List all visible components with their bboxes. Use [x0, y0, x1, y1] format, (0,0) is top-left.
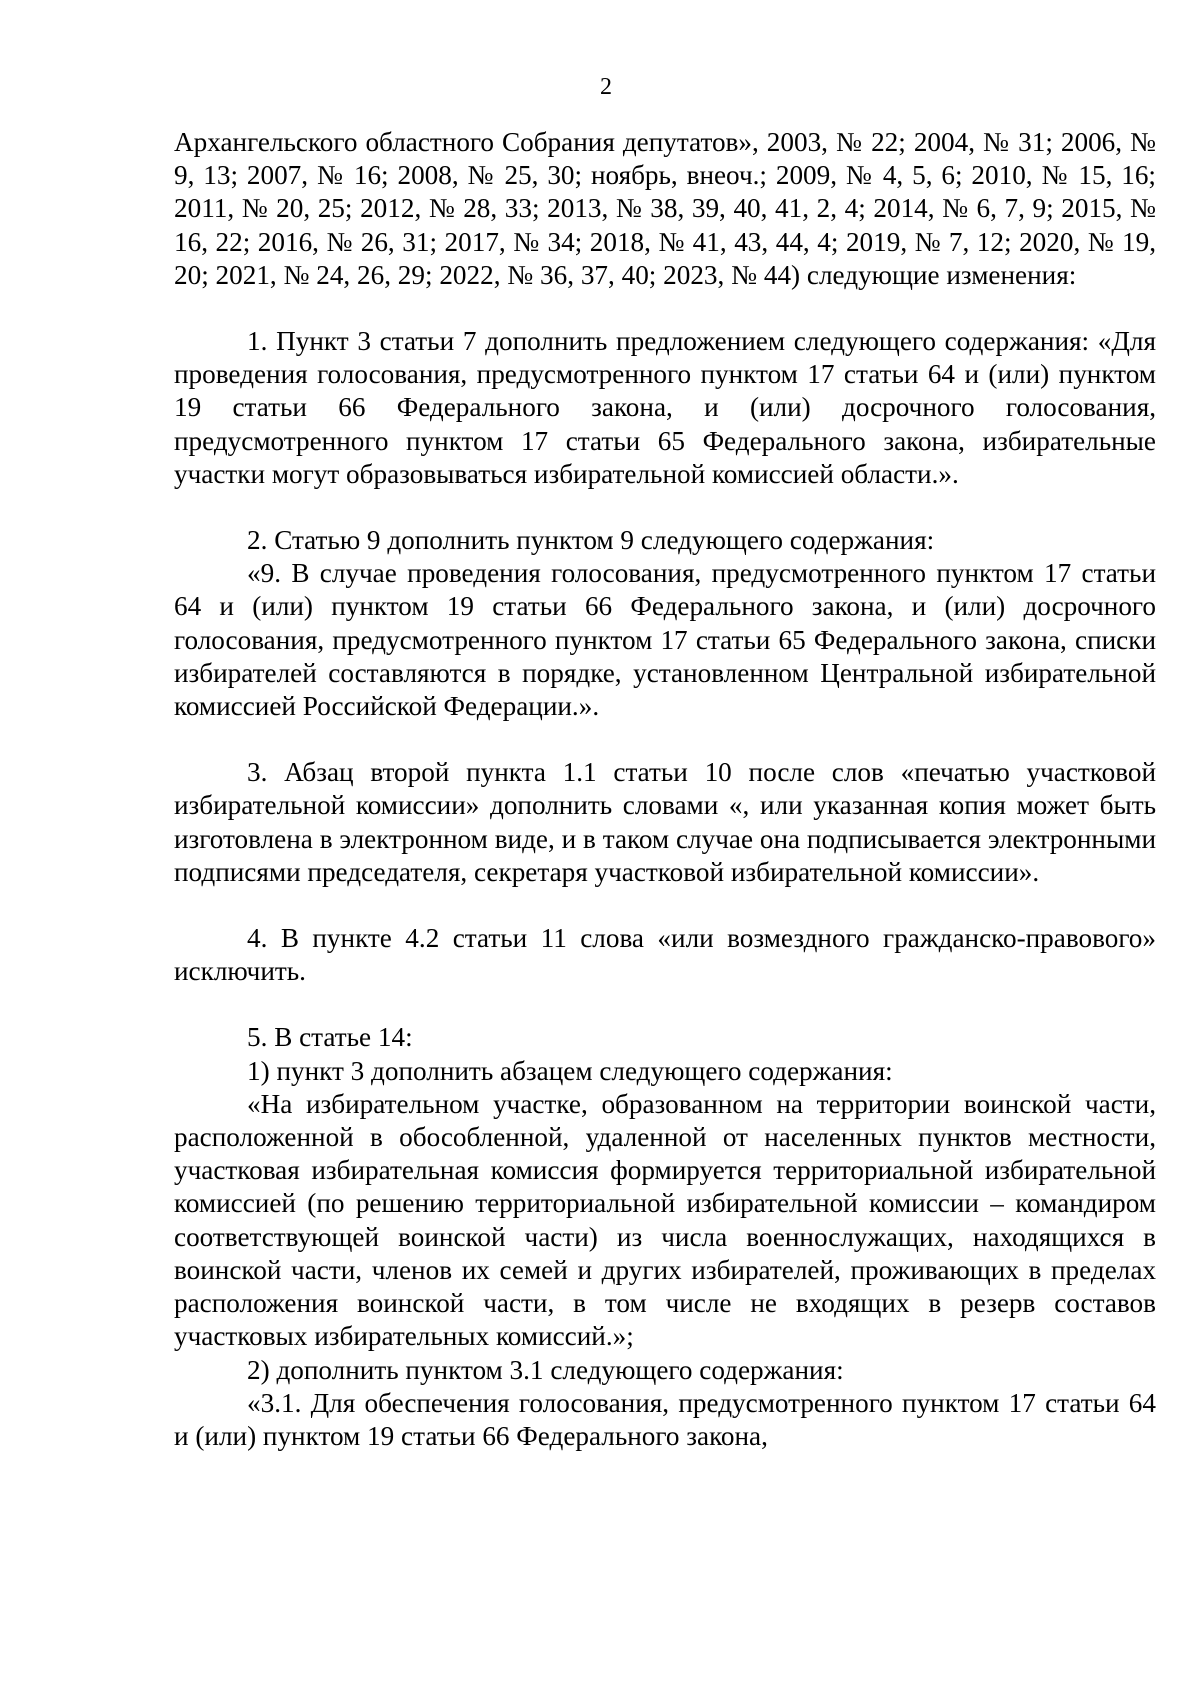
- paragraph-item-2: 2. Статью 9 дополнить пунктом 9 следующего содержания:: [247, 525, 935, 556]
- page-number: 2: [600, 74, 612, 100]
- document-body: [174, 126, 1156, 1453]
- paragraph-item-5-sub-2-quote: «3.1. Для обеспечения голосования, предусмотренного пунктом 17 статьи 64 и (или) пунктом 19 статьи 66 Федерального закона,: [174, 1387, 1156, 1451]
- paragraph-item-5-sub-1-quote: «На избирательном участке, образованном на территории воинской части, расположенной в обособленной, удаленной от населенных пунктов местности, участковая избирательная комиссия формируется территориальной избирательной комиссией (по решению территориальной избирательной комиссии – командиром соответствующей воинской части) из числа военнослужащих, находящихся в воинской части, членов их семей и других избирателей, проживающих в пределах расположения воинской части, в том числе не входящих в резерв составов участковых избирательных комиссий.»;: [174, 1088, 1156, 1352]
- paragraph-item-5-sub-1: 1) пункт 3 дополнить абзацем следующего содержания:: [247, 1055, 893, 1086]
- paragraph-item-1: 1. Пункт 3 статьи 7 дополнить предложением следующего содержания: «Для проведения голосования, предусмотренного пунктом 17 статьи 64 и (или) пунктом 19 статьи 66 Федерального закона, и (или) досрочного голосования, предусмотренного пунктом 17 статьи 65 Федерального закона, избирательные участки могут образовываться избирательной комиссией области.».: [174, 326, 1156, 489]
- paragraph-item-5-sub-2: 2) дополнить пунктом 3.1 следующего содержания:: [247, 1354, 844, 1385]
- paragraph-item-4: 4. В пункте 4.2 статьи 11 слова «или возмездного гражданско-правового» исключить.: [174, 923, 1156, 987]
- paragraph-item-2-quote: «9. В случае проведения голосования, предусмотренного пунктом 17 статьи 64 и (или) пунктом 19 статьи 66 Федерального закона, и (или) досрочного голосования, предусмотренного пунктом 17 статьи 65 Федерального закона, списки избирателей составляются в порядке, установленном Центральной избирательной комиссией Российской Федерации.».: [174, 558, 1156, 722]
- paragraph-item-3: 3. Абзац второй пункта 1.1 статьи 10 после слов «печатью участковой избирательной комиссии» дополнить словами «, или указанная копия может быть изготовлена в электронном виде, и в таком случае она подписывается электронными подписями председателя, секретаря участковой избирательной комиссии».: [174, 757, 1156, 887]
- paragraph-intro-continuation: Архангельского областного Собрания депутатов», 2003, № 22; 2004, № 31; 2006, № 9, 13; 2007, № 16; 2008, № 25, 30; ноябрь, внеоч.; 2009, № 4, 5, 6; 2010, № 15, 16; 2011, № 20, 25; 2012, № 28, 33; 2013, № 38, 39, 40, 41, 2, 4; 2014, № 6, 7, 9; 2015, № 16, 22; 2016, № 26, 31; 2017, № 34; 2018, № 41, 43, 44, 4; 2019, № 7, 12; 2020, № 19, 20; 2021, № 24, 26, 29; 2022, № 36, 37, 40; 2023, № 44) следующие изменения:: [174, 127, 1156, 290]
- paragraph-item-5: 5. В статье 14:: [247, 1022, 413, 1053]
